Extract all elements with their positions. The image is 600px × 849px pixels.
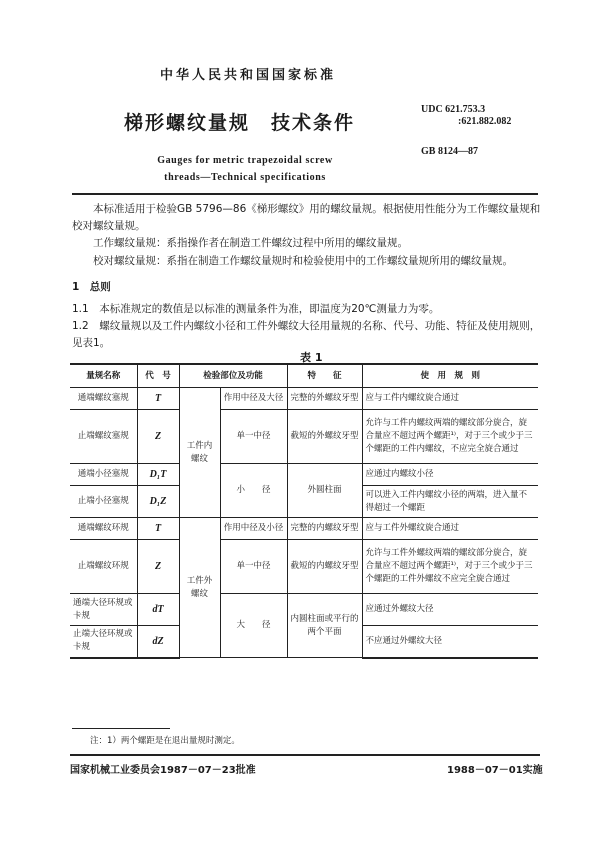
gauge-name: 止端螺纹塞规 [70,410,137,464]
header-divider [72,193,538,195]
table-row [70,388,538,410]
intro-paragraph-3: 校对螺纹量规：系指在制造工作螺纹量规时和检验使用中的工作螺纹量规所用的螺纹量规。 [93,255,513,267]
inspection-part: 作用中径及大径 [220,388,287,410]
standard-type: 中华人民共和国国家标准 [160,68,337,83]
gauge-name: 通端大径环规或卡规 [70,594,137,626]
inspection-part: 大 径 [220,594,287,658]
group-external-thread: 工件外螺纹 [179,518,220,658]
header-usage-rule: 使 用 规 则 [362,364,538,388]
header-feature: 特 征 [287,364,362,388]
gauge-code: T [137,388,179,410]
feature: 完整的外螺纹牙型 [287,388,362,410]
usage-rule: 可以进入工件内螺纹小径的两端，进入量不得超过一个螺距 [362,486,538,518]
gauge-name: 通端螺纹塞规 [70,388,137,410]
intro-paragraph-2: 工作螺纹量规：系指操作者在制造工件螺纹过程中所用的螺纹量规。 [93,237,408,249]
table-caption: 表 1 [300,351,323,364]
gauge-code: dT [137,594,179,626]
footnote-divider [72,728,170,729]
table-row [70,594,538,626]
gauge-name: 通端小径塞规 [70,464,137,486]
approval-date: 国家机械工业委员会1987－07－23批准 [70,765,256,776]
intro-paragraph-1: 本标准适用于检验GB 5796—86《梯形螺纹》用的螺纹量规。根据使用性能分为工作螺纹量规和校对螺纹量规。 [72,203,541,232]
gauge-code: Z [137,410,179,464]
document-title-en [140,152,350,186]
inspection-part: 单一中径 [220,540,287,594]
usage-rule: 不应通过外螺纹大径 [362,626,538,658]
gauge-code: D₁Z [137,486,179,518]
gauge-code: dZ [137,626,179,658]
clause-1-2: 1.2 螺纹量规以及工件内螺纹小径和工件外螺纹大径用量规的名称、代号、功能、特征及使用规则，见表1。 [72,320,541,349]
usage-rule: 应通过内螺纹小径 [362,464,538,486]
udc-line1: UDC 621.753.3 [421,104,486,115]
table-row [70,464,538,486]
inspection-part: 小 径 [220,464,287,518]
inspection-part: 单一中径 [220,410,287,464]
gauge-code: D₁T [137,464,179,486]
document-title-cn: 梯形螺纹量规 技术条件 [124,112,356,134]
gb-number: GB 8124—87 [421,146,478,157]
usage-rule: 允许与工件外螺纹两端的螺纹部分旋合，旋合量应不超过两个螺距¹⁾，对于三个或少于三个螺距的工件外螺纹不应完全旋合通过 [362,540,538,594]
gauge-name: 止端螺纹环规 [70,540,137,594]
effective-date: 1988－07－01实施 [447,765,543,776]
gauge-name: 止端小径塞规 [70,486,137,518]
table-row [70,518,538,540]
gauge-name: 通端螺纹环规 [70,518,137,540]
table-header-row [70,364,538,388]
udc-code [421,104,511,128]
footer-divider [70,754,540,756]
gauge-code: Z [137,540,179,594]
feature: 完整的内螺纹牙型 [287,518,362,540]
feature: 外圆柱面 [287,464,362,518]
gauge-name: 止端大径环规或卡规 [70,626,137,658]
feature: 截短的内螺纹牙型 [287,540,362,594]
group-internal-thread: 工件内螺纹 [179,388,220,518]
section-1-heading: 1 总则 [72,281,111,293]
usage-rule: 应与工件外螺纹旋合通过 [362,518,538,540]
header-inspection-part: 检验部位及功能 [179,364,287,388]
udc-line2: :621.882.082 [458,116,512,127]
feature: 截短的外螺纹牙型 [287,410,362,464]
usage-rule: 允许与工件内螺纹两端的螺纹部分旋合，旋合量应不超过两个螺距¹⁾，对于三个或少于三个螺距的工件内螺纹，不应完全旋合通过 [362,410,538,464]
table-row [70,540,538,594]
clause-1-1: 1.1 本标准规定的数值是以标准的测量条件为准，即温度为20℃测量力为零。 [72,303,440,315]
footnote: 注：1）两个螺距是在退出量规时测定。 [90,736,240,746]
usage-rule: 应通过外螺纹大径 [362,594,538,626]
inspection-part: 作用中径及小径 [220,518,287,540]
table-row [70,410,538,464]
header-code: 代 号 [137,364,179,388]
header-gauge-name: 量规名称 [70,364,137,388]
title-en-line2: threads—Technical specifications [164,172,326,183]
gauge-code: T [137,518,179,540]
usage-rule: 应与工件内螺纹旋合通过 [362,388,538,410]
title-en-line1: Gauges for metric trapezoidal screw [157,155,333,166]
feature: 内圆柱面或平行的两个平面 [287,594,362,658]
table-1 [70,363,538,659]
